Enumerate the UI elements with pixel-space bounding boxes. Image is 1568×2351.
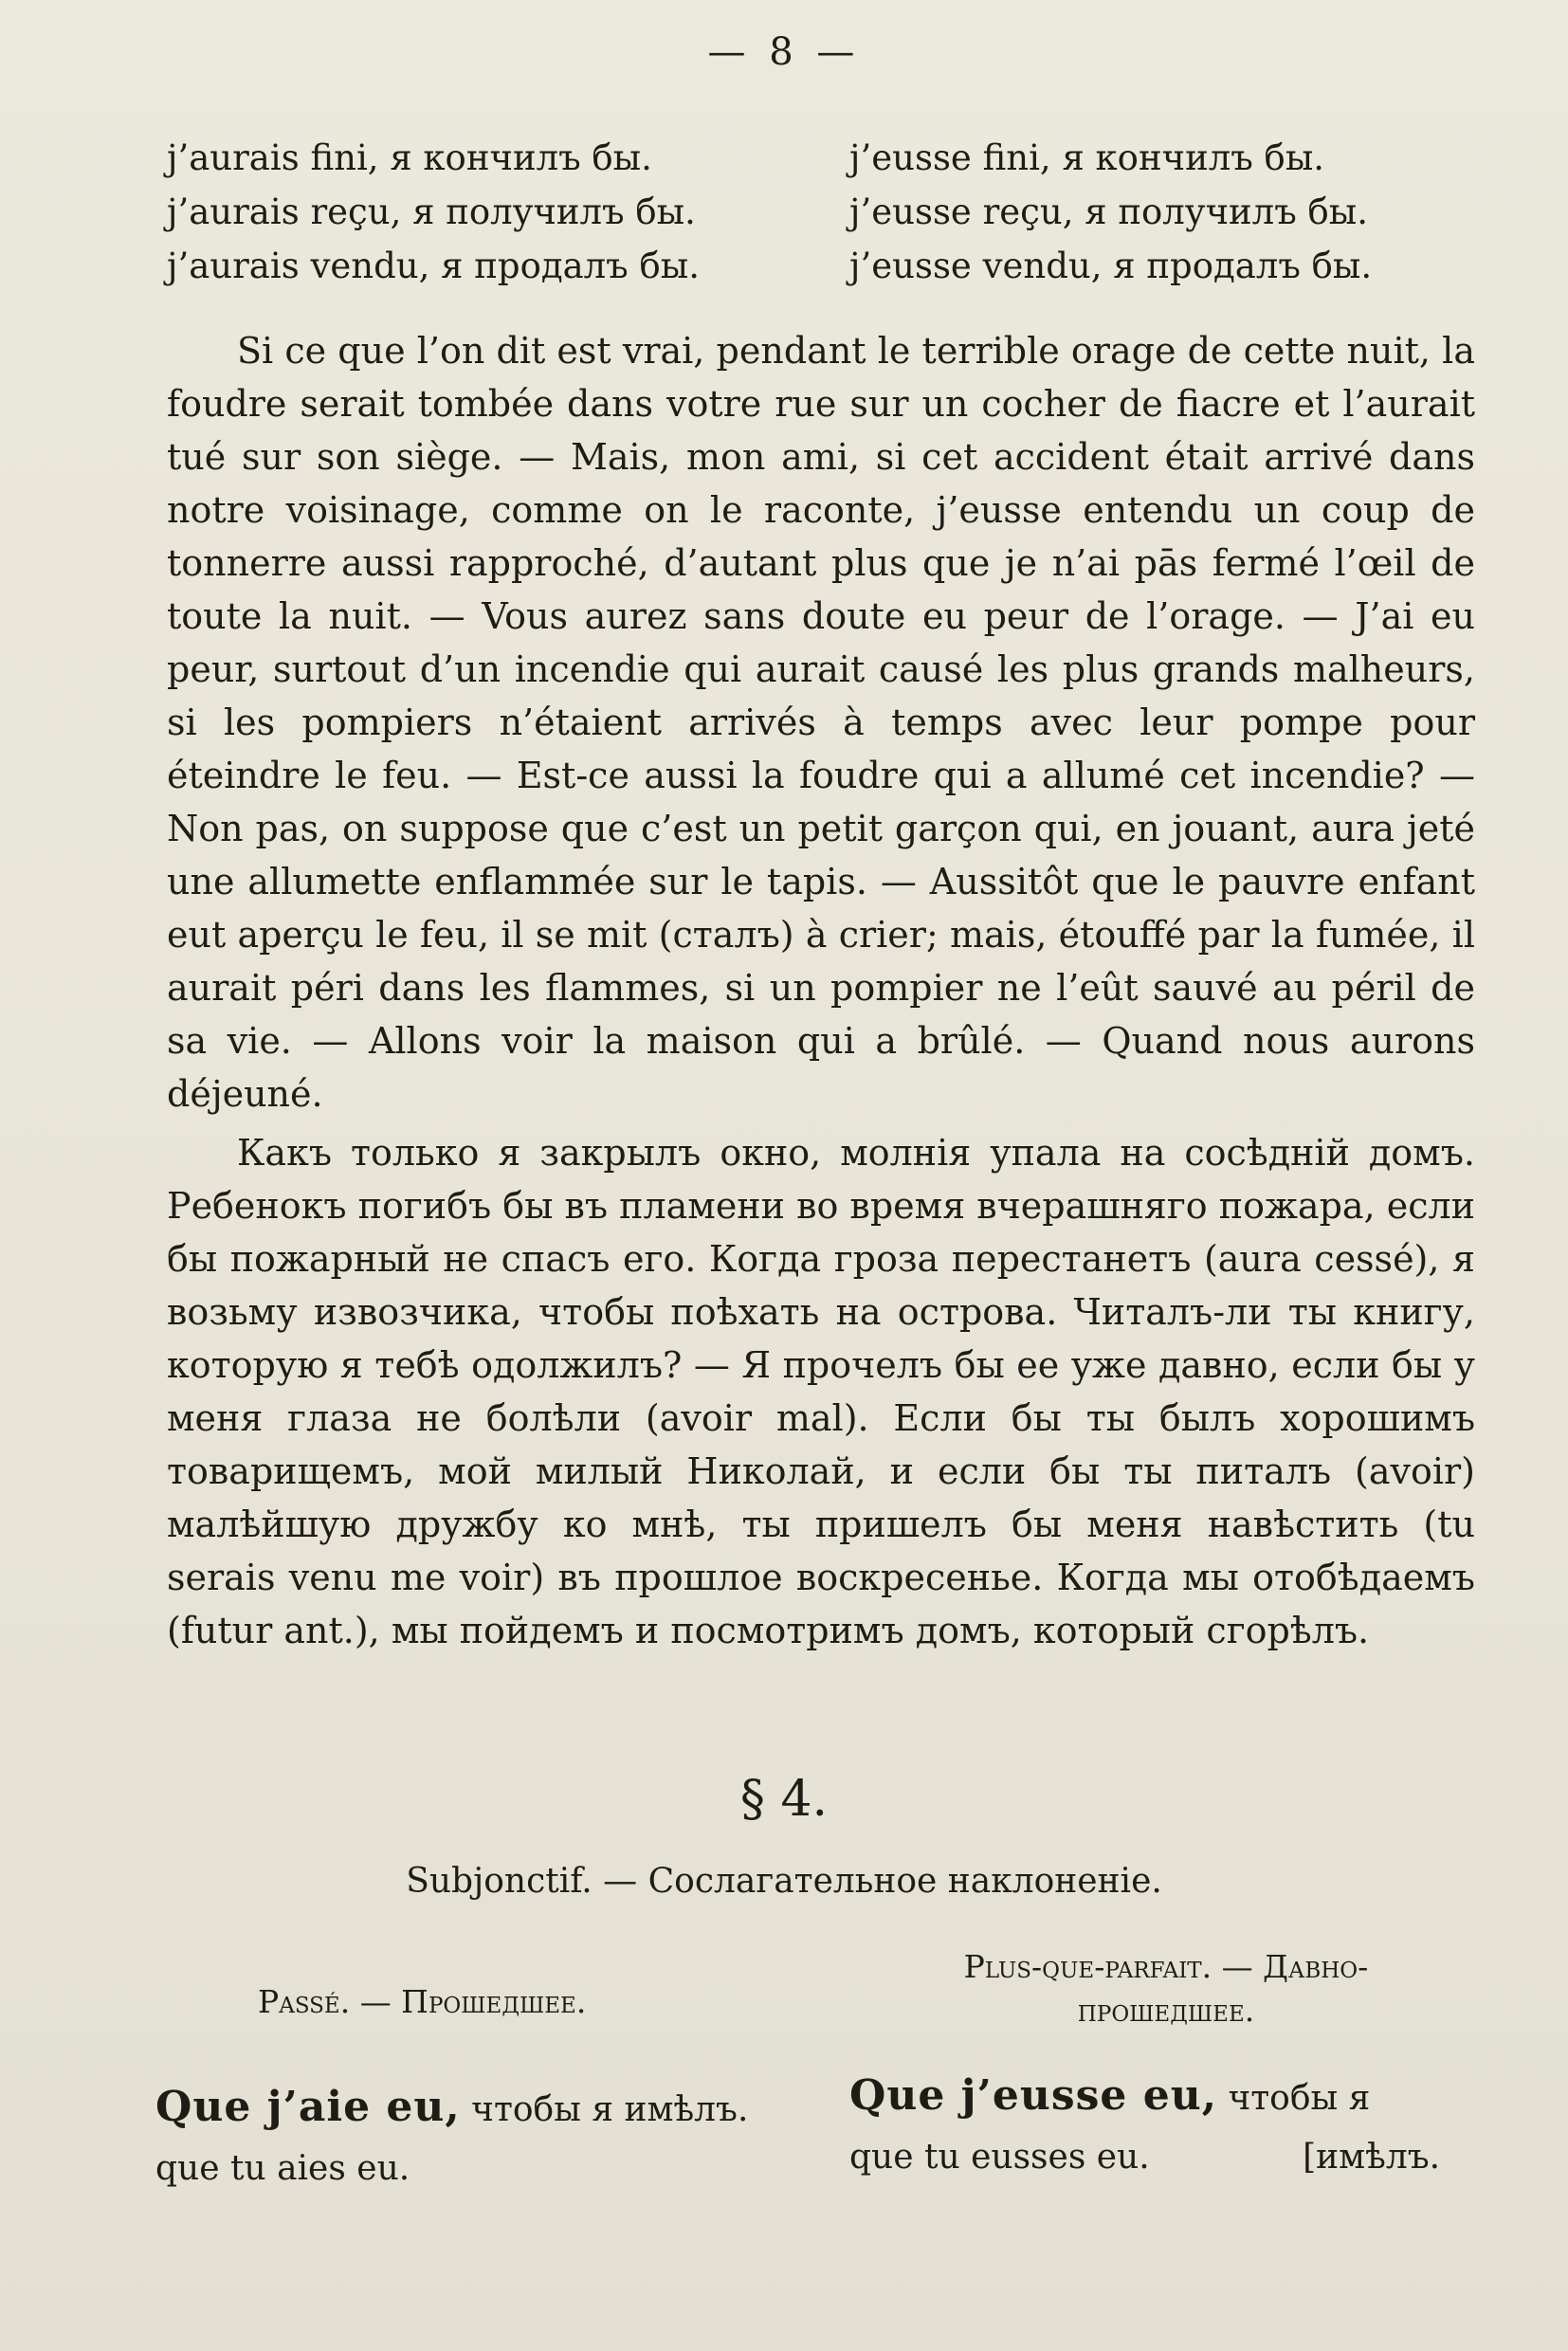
section-heading: § 4. xyxy=(739,1771,829,1828)
french-exercise-paragraph: Si ce que l’on dit est vrai, pendant le terrible orage de cette nuit, la foudre serait tombée dans votre rue sur un cocher de fiacre et l’aurait tué sur son siège. — Mais, mon ami, si cet accident était arrivé dans notre voisinage, comme on le raconte, j’eusse entendu un coup de tonnerre aussi rapproché, d’autant plus que je n’ai pās fermé l’œil de toute la nuit. — Vous aurez sans doute eu peur de l’orage. — J’ai eu peur, surtout d’un incendie qui aurait causé les plus grands malheurs, si les pompiers n’étaient arrivés à temps avec leur pompe pour éteindre le feu. — Est-ce aussi la foudre qui a allumé cet incendie? — Non pas, on suppose que c’est un petit garçon qui, en jouant, aura jeté une allumette enflammée sur le tapis. — Aussitôt que le pauvre enfant eut aperçu le feu, il se mit (сталъ) à crier; mais, étouffé par la fumée, il aurait péri dans les flammes, si un pompier ne l’eût sauvé au péril de sa vie. — Allons voir la maison qui a brûlé. — Quand nous aurons déjeuné. xyxy=(167,330,1475,1115)
pqp-second-person: que tu eusses eu. xyxy=(849,2138,1150,2177)
conditional-right: j’eusse vendu, я продалъ бы. xyxy=(849,246,1373,286)
conditional-right: j’eusse reçu, я получилъ бы. xyxy=(849,191,1368,232)
passe-translation: чтобы я имѣлъ. xyxy=(460,2090,749,2129)
page-number: — 8 — xyxy=(707,30,861,74)
pqp-translation-tail: [имѣлъ. xyxy=(1303,2138,1441,2177)
conditional-left: j’aurais fini, я кончилъ бы. xyxy=(167,137,652,178)
pqp-line-2 xyxy=(849,2128,1494,2187)
conditional-pairs xyxy=(167,131,1475,293)
pqp-bold-form: Que j’eusse eu, xyxy=(849,2071,1218,2120)
conditional-pair-row xyxy=(167,185,1475,239)
russian-exercise-paragraph: Какъ только я закрылъ окно, молнія упала на сосѣдній домъ. Ребенокъ погибъ бы въ пламени во время вчерашняго пожара, если бы пожарный не спасъ его. Когда гроза перестанетъ (aura cessé), я возьму извозчика, чтобы поѣхать на острова. Читалъ-ли ты книгу, которую я тебѣ одолжилъ? — Я прочелъ бы ее уже давно, если бы у меня глаза не болѣли (avoir mal). Если бы ты былъ хорошимъ товарищемъ, мой милый Николай, и если бы ты питалъ (avoir) малѣйшую дружбу ко мнѣ, ты пришелъ бы меня навѣстить (tu serais venu me voir) въ прошлое воскресенье. Когда мы отобѣдаемъ (futur ant.), мы пойдемъ и посмотримъ домъ, который сгорѣлъ. xyxy=(167,1132,1475,1651)
section-subtitle: Subjonctif. — Сослагательное наклоненіе. xyxy=(406,1862,1162,1901)
passe-line-2: que tu aies eu. xyxy=(155,2149,410,2188)
plus-que-parfait-conjugation xyxy=(849,2067,1494,2187)
passe-line-1 xyxy=(155,2078,819,2140)
pqp-line-1 xyxy=(849,2067,1494,2128)
conditional-right: j’eusse fini, я кончилъ бы. xyxy=(849,137,1325,178)
conditional-left: j’aurais reçu, я получилъ бы. xyxy=(167,191,696,232)
plus-que-parfait-title-line2: прошедшее. xyxy=(1077,1992,1255,2029)
conditional-left: j’aurais vendu, я продалъ бы. xyxy=(167,246,700,286)
pqp-translation: чтобы я xyxy=(1217,2079,1371,2118)
plus-que-parfait-column-title xyxy=(872,1945,1460,2032)
passe-conjugation xyxy=(155,2078,819,2198)
plus-que-parfait-title-line1: Plus-que-parfait. — Давно- xyxy=(963,1948,1369,1985)
conditional-pair-row xyxy=(167,239,1475,293)
passe-column-title: Passé. — Прошедшее. xyxy=(258,1983,587,2020)
conditional-pair-row xyxy=(167,131,1475,185)
passe-bold-form: Que j’aie eu, xyxy=(155,2083,461,2131)
